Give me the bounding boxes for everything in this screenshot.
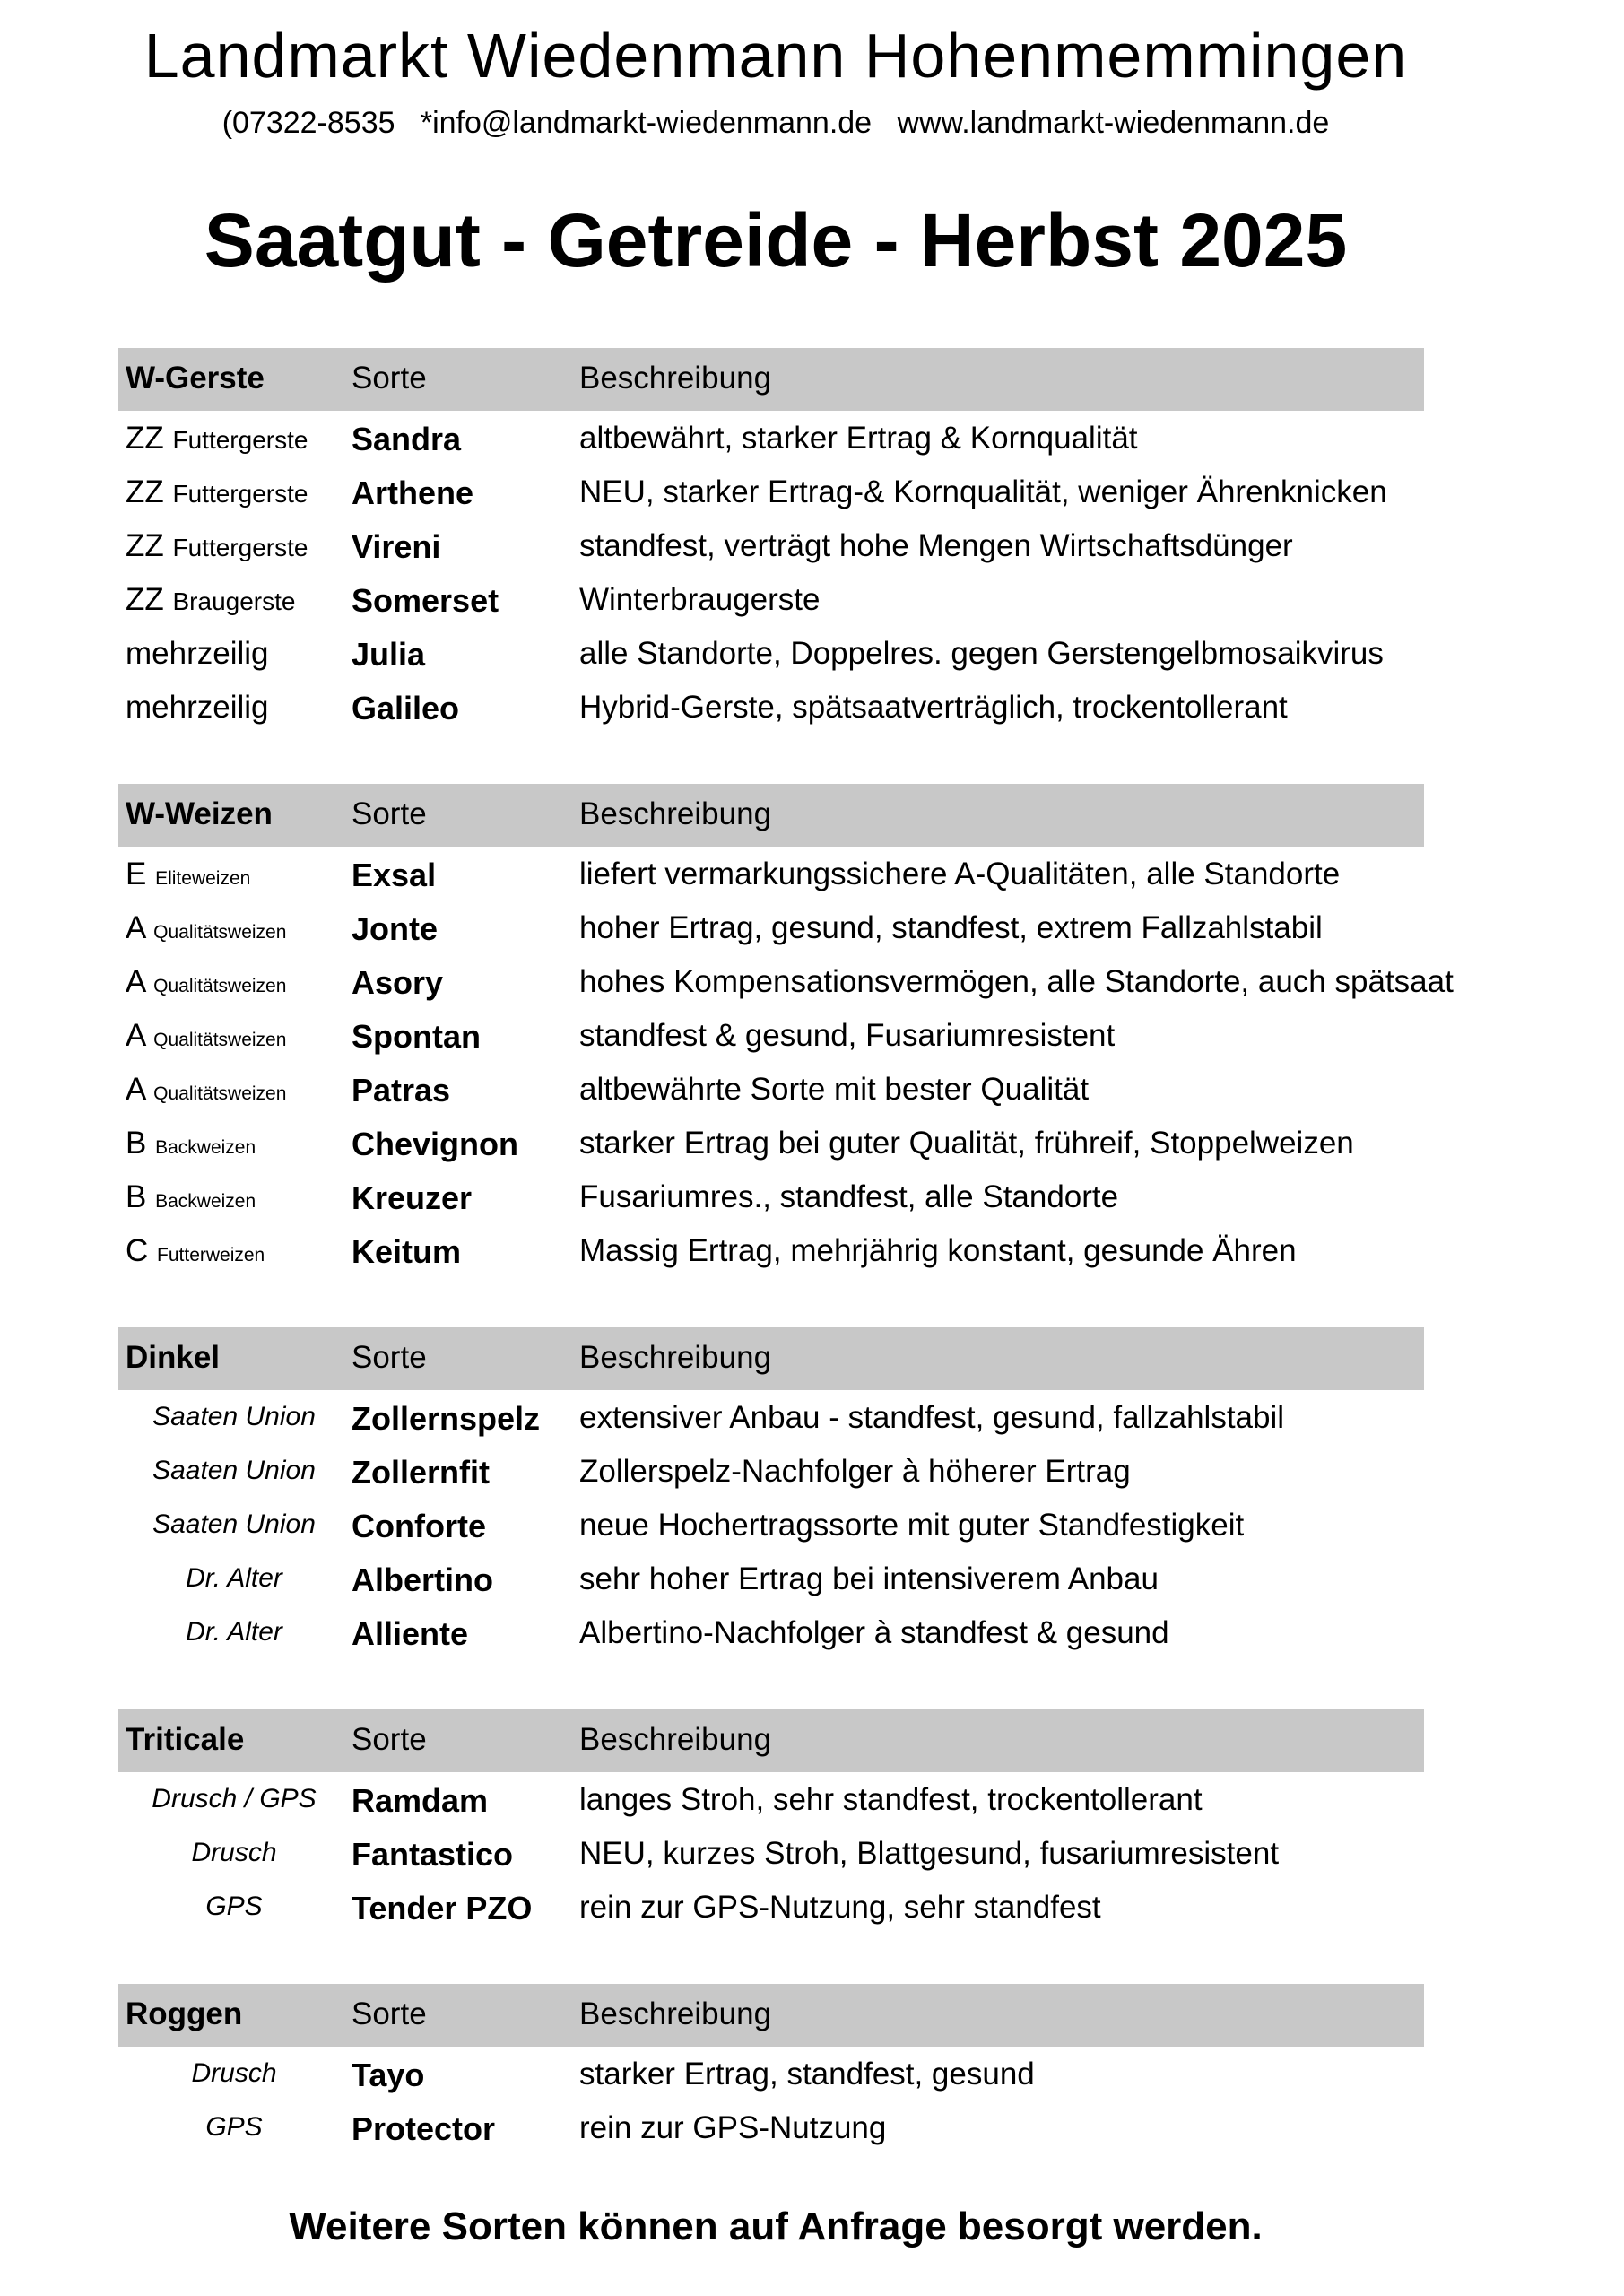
category-code: B: [126, 1126, 147, 1161]
variety-name: Zollernspelz: [352, 1400, 541, 1437]
category-code: A: [126, 1072, 145, 1107]
variety-name: Albertino: [352, 1561, 493, 1598]
category-code: E: [126, 857, 147, 891]
contact-line: (07322-8535 *info@landmarkt-wiedenmann.de www.landmarkt-wiedenmann.de: [221, 106, 1330, 140]
variety-description: starker Ertrag, standfest, gesund: [579, 2057, 1035, 2092]
origin-cell: Saaten Union: [152, 1402, 316, 1431]
category-cell: [126, 690, 337, 726]
variety-name: Galileo: [352, 690, 460, 726]
origin-cell: Drusch / GPS: [152, 1784, 317, 1813]
category-cell: [126, 910, 337, 946]
origin-cell: GPS: [205, 1892, 263, 1921]
variety-name: Kreuzer: [352, 1179, 473, 1216]
table-row: [118, 1008, 1424, 1062]
category-cell: [126, 421, 337, 457]
table-row: [118, 2100, 1424, 2154]
category-type: Qualitätsweizen: [153, 922, 287, 943]
variety-description: Massig Ertrag, mehrjährig konstant, gesunde Ähren: [579, 1233, 1297, 1268]
section-title: W-Gerste: [126, 361, 265, 396]
section-dinkel: [118, 1327, 1424, 1659]
section-header: [118, 1709, 1424, 1772]
table-row: [118, 1772, 1424, 1826]
section-title: Triticale: [126, 1722, 245, 1757]
table-row: [118, 1498, 1424, 1552]
column-header-sorte: Sorte: [352, 1340, 427, 1375]
category-code: ZZ: [126, 582, 164, 617]
category-code: A: [126, 964, 145, 999]
column-header-beschreibung: Beschreibung: [579, 1722, 772, 1757]
category-cell: [126, 964, 337, 1000]
category-cell: [126, 1233, 337, 1269]
variety-description: rein zur GPS-Nutzung: [579, 2110, 887, 2145]
column-header-beschreibung: Beschreibung: [579, 796, 772, 831]
variety-name: Ramdam: [352, 1782, 489, 1819]
variety-description: alle Standorte, Doppelres. gegen Gerstengelbmosaikvirus: [579, 636, 1384, 671]
table-row: [118, 1116, 1424, 1170]
section-w-gerste: [118, 348, 1424, 734]
category-type: Braugerste: [172, 587, 296, 615]
variety-description: langes Stroh, sehr standfest, trockentollerant: [579, 1782, 1203, 1817]
table-row: [118, 1062, 1424, 1116]
variety-name: Zollernfit: [352, 1454, 490, 1491]
category-cell: [126, 1179, 337, 1215]
variety-description: Zollerspelz-Nachfolger à höherer Ertrag: [579, 1454, 1131, 1489]
variety-description: rein zur GPS-Nutzung, sehr standfest: [579, 1890, 1101, 1925]
category-cell: [126, 1072, 337, 1108]
variety-description: hohes Kompensationsvermögen, alle Standorte, auch spätsaat: [579, 964, 1454, 999]
variety-description: Winterbraugerste: [579, 582, 821, 617]
company-name: Landmarkt Wiedenmann Hohenmemmingen: [143, 21, 1408, 91]
category-type: Qualitätsweizen: [153, 1030, 287, 1050]
table-row: [118, 572, 1424, 626]
variety-description: standfest, verträgt hohe Mengen Wirtschaftsdünger: [579, 528, 1293, 563]
variety-name: Protector: [352, 2110, 496, 2147]
variety-name: Arthene: [352, 474, 474, 511]
category-type: Eliteweizen: [155, 868, 251, 889]
table-row: [118, 954, 1454, 1008]
variety-name: Vireni: [352, 528, 441, 565]
category-type: Futterweizen: [157, 1245, 265, 1265]
variety-name: Sandra: [352, 421, 462, 457]
variety-description: starker Ertrag bei guter Qualität, frühreif, Stoppelweizen: [579, 1126, 1354, 1161]
variety-name: Chevignon: [352, 1126, 518, 1162]
variety-description: neue Hochertragssorte mit guter Standfestigkeit: [579, 1508, 1245, 1543]
column-header-beschreibung: Beschreibung: [579, 1996, 772, 2031]
column-header-beschreibung: Beschreibung: [579, 1340, 772, 1375]
category-type: Futtergerste: [172, 480, 308, 508]
variety-description: NEU, starker Ertrag-& Kornqualität, weniger Ährenknicken: [579, 474, 1387, 509]
column-header-sorte: Sorte: [352, 796, 427, 831]
table-row: [118, 1444, 1424, 1498]
origin-cell: Dr. Alter: [186, 1617, 282, 1647]
category-code: ZZ: [126, 421, 164, 456]
column-header-sorte: Sorte: [352, 1996, 427, 2031]
section-triticale: [118, 1709, 1424, 1934]
variety-name: Conforte: [352, 1508, 486, 1544]
table-row: [118, 411, 1424, 465]
category-code: A: [126, 1018, 145, 1053]
origin-cell: Dr. Alter: [186, 1563, 282, 1593]
category-type: Backweizen: [155, 1137, 256, 1158]
variety-name: Somerset: [352, 582, 499, 619]
variety-name: Spontan: [352, 1018, 481, 1055]
page-title: Saatgut - Getreide - Herbst 2025: [204, 198, 1348, 283]
variety-description: liefert vermarkungssichere A-Qualitäten, alle Standorte: [579, 857, 1341, 891]
category-type: Futtergerste: [172, 534, 308, 561]
column-header-sorte: Sorte: [352, 361, 427, 396]
variety-description: sehr hoher Ertrag bei intensiverem Anbau: [579, 1561, 1159, 1596]
variety-name: Julia: [352, 636, 426, 673]
category-type: Futtergerste: [172, 426, 308, 454]
variety-name: Tayo: [352, 2057, 425, 2093]
table-row: [118, 1390, 1424, 1444]
variety-name: Fantastico: [352, 1836, 514, 1873]
variety-name: Patras: [352, 1072, 451, 1109]
section-title: W-Weizen: [126, 796, 273, 831]
variety-description: altbewährt, starker Ertrag & Kornqualität: [579, 421, 1138, 456]
column-header-sorte: Sorte: [352, 1722, 427, 1757]
table-row: [118, 1880, 1424, 1934]
category-code: mehrzeilig: [126, 690, 269, 725]
variety-description: standfest & gesund, Fusariumresistent: [579, 1018, 1116, 1053]
category-cell: [126, 1126, 337, 1161]
category-code: ZZ: [126, 528, 164, 563]
category-code: C: [126, 1233, 149, 1268]
category-cell: [126, 636, 337, 672]
table-row: [118, 518, 1424, 572]
category-code: mehrzeilig: [126, 636, 269, 671]
category-type: Qualitätsweizen: [153, 976, 287, 996]
table-row: [118, 847, 1424, 900]
footer-note: Weitere Sorten können auf Anfrage besorgt werden.: [289, 2205, 1263, 2248]
variety-description: altbewährte Sorte mit bester Qualität: [579, 1072, 1090, 1107]
table-row: [118, 2047, 1424, 2100]
table-row: [118, 1552, 1424, 1605]
variety-description: Fusariumres., standfest, alle Standorte: [579, 1179, 1119, 1214]
category-cell: [126, 1018, 337, 1054]
table-row: [118, 1605, 1424, 1659]
origin-cell: Drusch: [191, 1838, 277, 1867]
table-row: [118, 465, 1424, 518]
origin-cell: Saaten Union: [152, 1456, 316, 1485]
category-cell: [126, 528, 337, 564]
category-code: B: [126, 1179, 147, 1214]
section-title: Dinkel: [126, 1340, 221, 1375]
variety-description: Albertino-Nachfolger à standfest & gesund: [579, 1615, 1169, 1650]
table-row: [118, 680, 1424, 734]
variety-name: Alliente: [352, 1615, 469, 1652]
origin-cell: Saaten Union: [152, 1509, 316, 1539]
section-header: [118, 1984, 1424, 2047]
variety-name: Jonte: [352, 910, 439, 947]
table-row: [118, 900, 1424, 954]
variety-name: Tender PZO: [352, 1890, 533, 1926]
variety-description: extensiver Anbau - standfest, gesund, fallzahlstabil: [579, 1400, 1285, 1435]
category-cell: [126, 474, 337, 510]
section-header: [118, 348, 1424, 411]
category-cell: [126, 582, 337, 618]
category-type: Backweizen: [155, 1191, 256, 1212]
table-row: [118, 626, 1424, 680]
category-code: ZZ: [126, 474, 164, 509]
variety-name: Keitum: [352, 1233, 462, 1270]
variety-description: hoher Ertrag, gesund, standfest, extrem Fallzahlstabil: [579, 910, 1323, 945]
section-w-weizen: [118, 784, 1454, 1277]
origin-cell: Drusch: [191, 2058, 277, 2088]
table-row: [118, 1223, 1424, 1277]
origin-cell: GPS: [205, 2112, 263, 2142]
category-cell: [126, 857, 337, 892]
variety-description: Hybrid-Gerste, spätsaatverträglich, trockentollerant: [579, 690, 1288, 725]
section-title: Roggen: [126, 1996, 243, 2031]
table-row: [118, 1170, 1424, 1223]
table-row: [118, 1826, 1424, 1880]
variety-name: Exsal: [352, 857, 437, 893]
section-header: [118, 784, 1424, 847]
section-roggen: [118, 1984, 1424, 2154]
variety-name: Asory: [352, 964, 444, 1001]
variety-description: NEU, kurzes Stroh, Blattgesund, fusariumresistent: [579, 1836, 1280, 1871]
category-type: Qualitätsweizen: [153, 1083, 287, 1104]
column-header-beschreibung: Beschreibung: [579, 361, 772, 396]
category-code: A: [126, 910, 145, 945]
section-header: [118, 1327, 1424, 1390]
